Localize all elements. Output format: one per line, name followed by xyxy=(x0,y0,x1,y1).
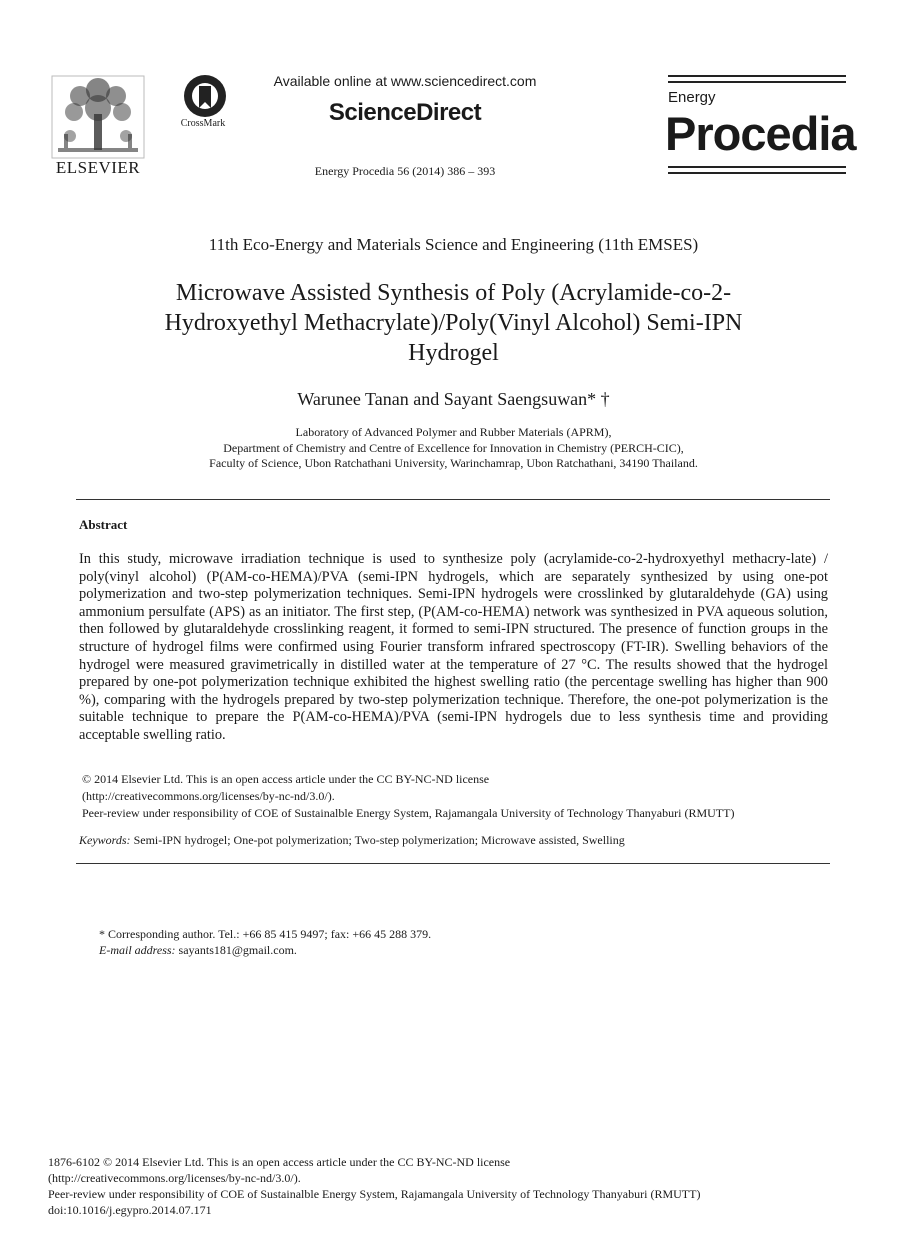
publisher-name: ELSEVIER xyxy=(55,158,141,177)
peer-review-text: Peer-review under responsibility of COE of Sustainalble Energy System, Rajamangala University of Technology Thanyaburi (RMUTT) xyxy=(82,806,735,820)
affiliation-line: Faculty of Science, Ubon Ratchathani University, Warinchamrap, Ubon Ratchathani, 34190 Thailand. xyxy=(209,456,698,470)
journal-brand-large: Procedia xyxy=(665,107,856,160)
email-label: E-mail address: xyxy=(99,943,176,957)
footer-issn-license: 1876-6102 © 2014 Elsevier Ltd. This is an open access article under the CC BY-NC-ND license xyxy=(48,1155,511,1169)
keywords-list: Semi-IPN hydrogel; One-pot polymerization; Two-step polymerization; Microwave assisted, Swelling xyxy=(133,833,625,847)
conference-name: 11th Eco-Energy and Materials Science and Engineering (11th EMSES) xyxy=(208,235,699,254)
footer-peer-review: Peer-review under responsibility of COE of Sustainalble Energy System, Rajamangala University of Technology Thanyaburi (RMUTT) xyxy=(48,1187,701,1201)
affiliation-line: Laboratory of Advanced Polymer and Rubber Materials (APRM), xyxy=(295,425,612,439)
crossmark-label: CrossMark xyxy=(180,118,226,129)
section-divider xyxy=(76,499,830,500)
keywords-label: Keywords: xyxy=(79,833,131,847)
corresponding-author: * Corresponding author. Tel.: +66 85 415 9497; fax: +66 45 288 379. xyxy=(99,927,432,941)
brand-rule-top-2 xyxy=(668,81,846,83)
abstract-heading: Abstract xyxy=(79,517,128,532)
keywords xyxy=(79,833,625,848)
elsevier-tree-logo xyxy=(50,74,146,160)
title-line: Microwave Assisted Synthesis of Poly (Acrylamide-co-2- xyxy=(175,280,732,306)
email-value[interactable]: sayants181@gmail.com. xyxy=(178,943,297,957)
footer-license-link[interactable]: (http://creativecommons.org/licenses/by-nc-nd/3.0/). xyxy=(48,1171,301,1185)
sciencedirect-logo[interactable]: ScienceDirect xyxy=(328,99,482,126)
author-list: Warunee Tanan and Sayant Saengsuwan* † xyxy=(297,389,610,409)
brand-rule-top xyxy=(668,75,846,77)
affiliation-line: Department of Chemistry and Centre of Excellence for Innovation in Chemistry (PERCH-CIC), xyxy=(223,441,684,455)
brand-rule-bottom-2 xyxy=(668,172,846,174)
abstract-text: In this study, microwave irradiation technique is used to synthesize poly (acrylamide-co-2-hydroxyethyl methacry-late) / poly(vinyl alcohol) (P(AM-co-HEMA)/PVA (semi-IPN hydrogels, which are separately synthesized by using one-pot polymerization and two-step polymerization techniques. Semi-IPN hydrogels were crosslinked by glutaraldehyde (GA) using ammonium persulfate (APS) as an initiator. The first step, (P(AM-co-HEMA) network was synthesized in PVA aqueous solution, then followed by glutaraldehyde crosslinking reagent, it formed to semi-IPN structured. The presence of function groups in the structure of hydrogel films were confirmed using Fourier transform infrared spectroscopy (FT-IR). Swelling behaviors of the hydrogel were measured gravimetrically in distilled water at the temperature of 27 °C. The results showed that the hydrogel prepared by one-pot polymerization technique exhibited the highest swelling ratio (the percentage swelling has higher than 900 %), comparing with the hydrogels prepared by two-step polymerization technique. Therefore, the one-pot polymerization is the suitable technique to prepare the P(AM-co-HEMA)/PVA (semi-IPN hydrogels due to less synthesis time and providing acceptable swelling ratio. xyxy=(79,551,828,743)
journal-reference: Energy Procedia 56 (2014) 386 – 393 xyxy=(314,164,496,178)
title-line: Hydrogel xyxy=(408,340,499,366)
article-title xyxy=(70,278,837,368)
title-line: Hydroxyethyl Methacrylate)/Poly(Vinyl Alcohol) Semi-IPN xyxy=(164,310,743,336)
section-divider xyxy=(76,863,830,864)
license-link[interactable]: (http://creativecommons.org/licenses/by-nc-nd/3.0/). xyxy=(82,789,335,803)
email-address xyxy=(99,943,297,958)
license-text: © 2014 Elsevier Ltd. This is an open access article under the CC BY-NC-ND license xyxy=(82,772,490,786)
brand-rule-bottom xyxy=(668,166,846,168)
journal-brand-small: Energy xyxy=(668,89,716,106)
available-online-text: Available online at www.sciencedirect.com xyxy=(273,73,537,89)
footer-doi[interactable]: doi:10.1016/j.egypro.2014.07.171 xyxy=(48,1203,212,1217)
